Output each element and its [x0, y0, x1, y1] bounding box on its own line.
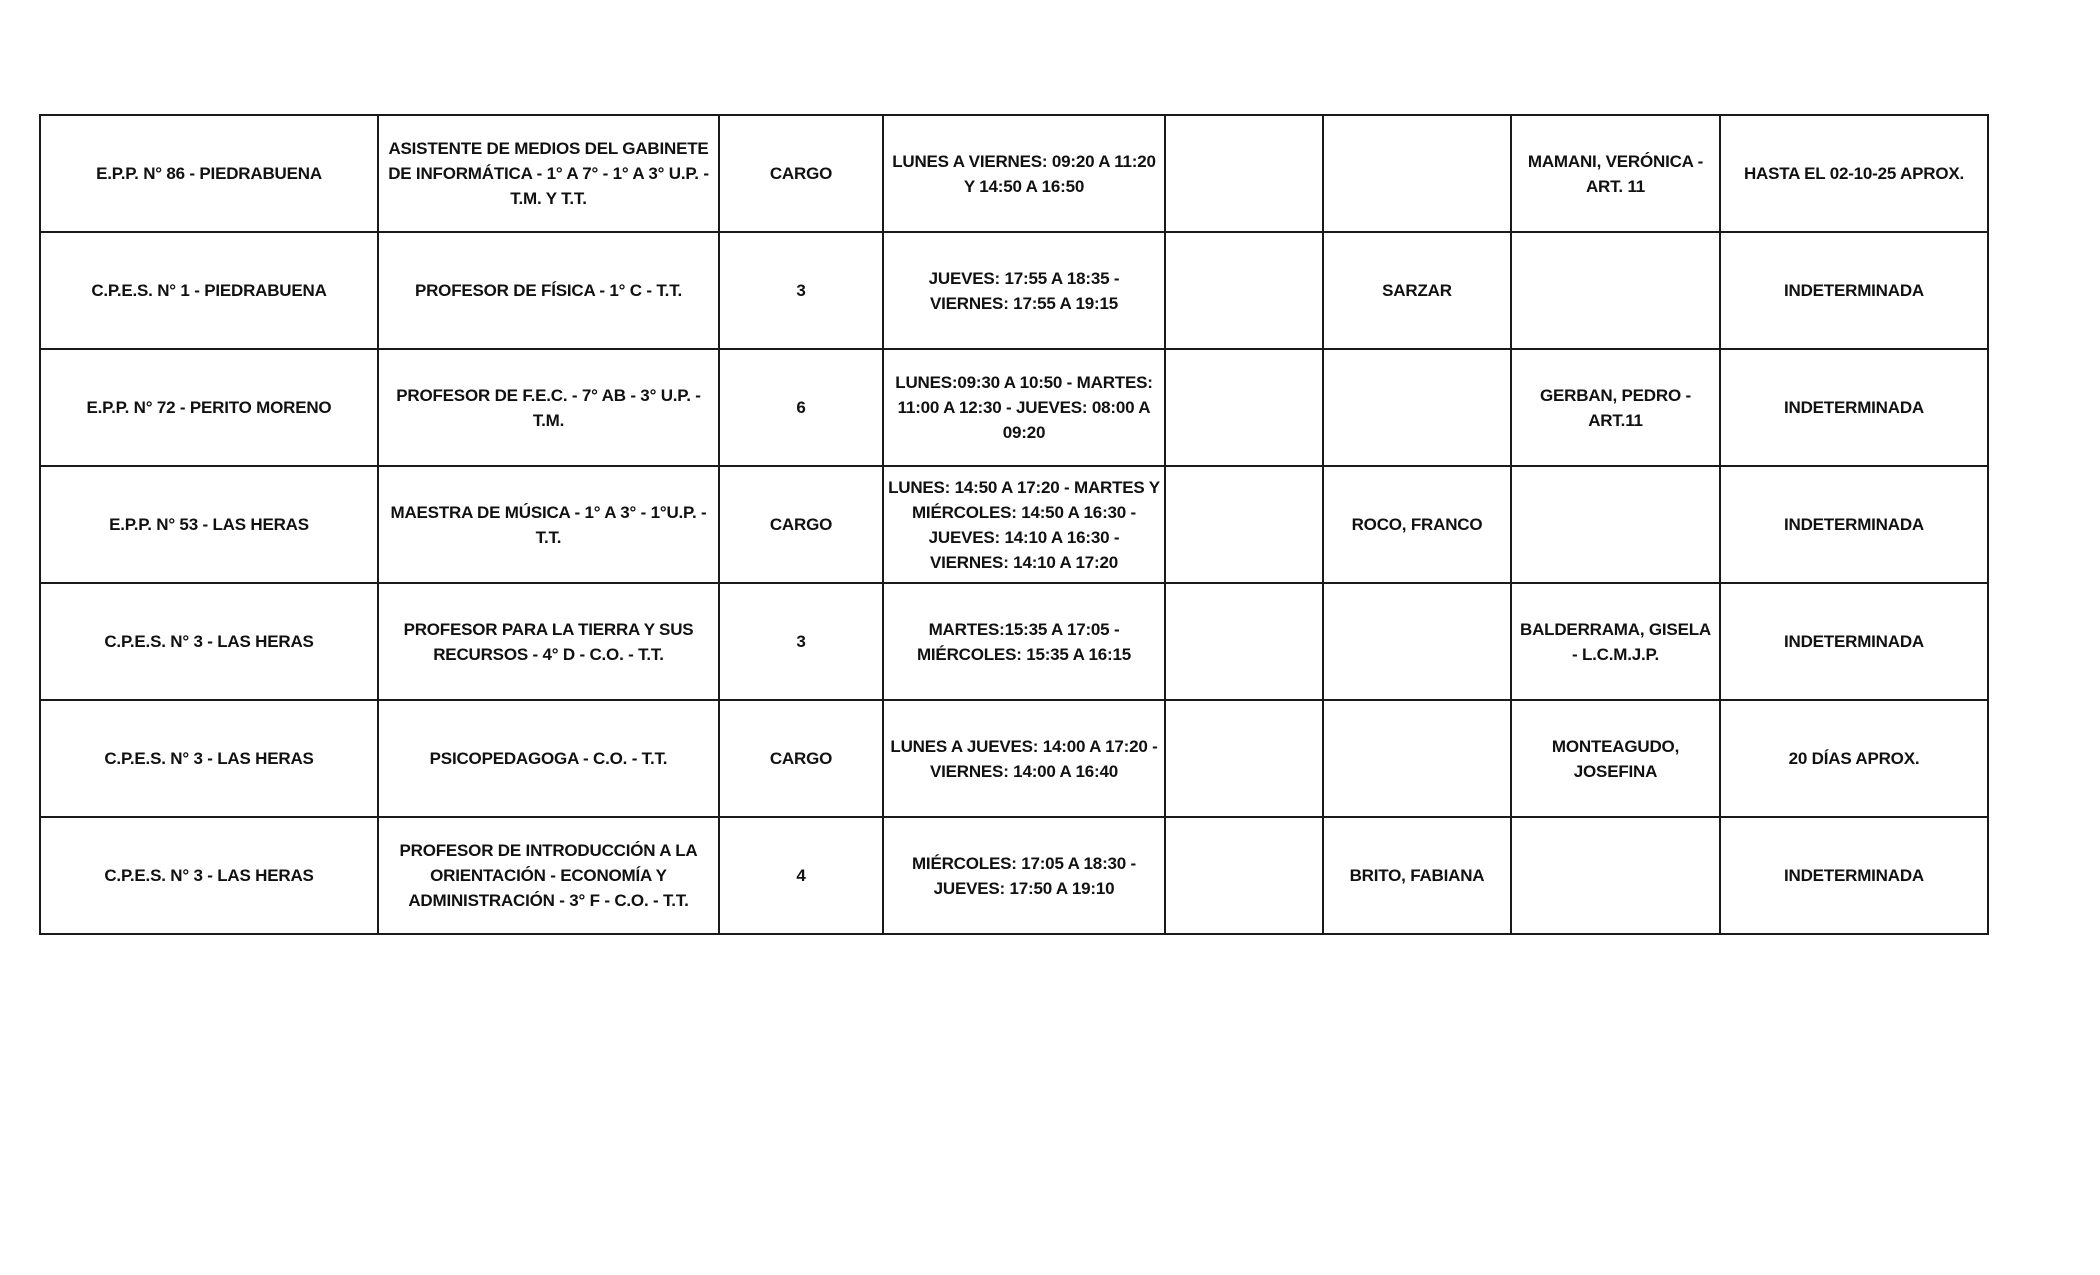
table-row	[40, 349, 1988, 466]
replaced-teacher-cell	[1511, 466, 1720, 583]
schedule-cell: LUNES A JUEVES: 14:00 A 17:20 - VIERNES: 14:00 A 16:40	[883, 700, 1165, 817]
vacancy-table	[39, 114, 1989, 935]
empty-cell	[1165, 232, 1323, 349]
school-cell: E.P.P. N° 72 - PERITO MORENO	[40, 349, 378, 466]
schedule-cell: MIÉRCOLES: 17:05 A 18:30 - JUEVES: 17:50 A 19:10	[883, 817, 1165, 934]
school-cell: C.P.E.S. N° 3 - LAS HERAS	[40, 583, 378, 700]
table-row	[40, 817, 1988, 934]
table-row	[40, 466, 1988, 583]
replaced-teacher-cell	[1511, 232, 1720, 349]
duration-cell: INDETERMINADA	[1720, 817, 1988, 934]
schedule-cell: LUNES: 14:50 A 17:20 - MARTES Y MIÉRCOLES: 14:50 A 16:30 - JUEVES: 14:10 A 16:30 - VIERNES: 14:10 A 17:20	[883, 466, 1165, 583]
table-row	[40, 115, 1988, 232]
school-cell: C.P.E.S. N° 1 - PIEDRABUENA	[40, 232, 378, 349]
empty-cell	[1165, 817, 1323, 934]
schedule-cell: JUEVES: 17:55 A 18:35 - VIERNES: 17:55 A 19:15	[883, 232, 1165, 349]
table-row	[40, 700, 1988, 817]
school-cell: E.P.P. N° 53 - LAS HERAS	[40, 466, 378, 583]
duration-cell: 20 DÍAS APROX.	[1720, 700, 1988, 817]
name-cell	[1323, 349, 1511, 466]
empty-cell	[1165, 115, 1323, 232]
duration-cell: HASTA EL 02-10-25 APROX.	[1720, 115, 1988, 232]
name-cell: ROCO, FRANCO	[1323, 466, 1511, 583]
replaced-teacher-cell: MAMANI, VERÓNICA - ART. 11	[1511, 115, 1720, 232]
empty-cell	[1165, 349, 1323, 466]
position-cell: PROFESOR DE INTRODUCCIÓN A LA ORIENTACIÓN - ECONOMÍA Y ADMINISTRACIÓN - 3° F - C.O. - T.T.	[378, 817, 719, 934]
name-cell: SARZAR	[1323, 232, 1511, 349]
position-cell: ASISTENTE DE MEDIOS DEL GABINETE DE INFORMÁTICA - 1° A 7° - 1° A 3° U.P. - T.M. Y T.T.	[378, 115, 719, 232]
table-row	[40, 583, 1988, 700]
empty-cell	[1165, 583, 1323, 700]
name-cell	[1323, 583, 1511, 700]
hours-cell: 6	[719, 349, 883, 466]
replaced-teacher-cell: GERBAN, PEDRO - ART.11	[1511, 349, 1720, 466]
duration-cell: INDETERMINADA	[1720, 583, 1988, 700]
replaced-teacher-cell: MONTEAGUDO, JOSEFINA	[1511, 700, 1720, 817]
position-cell: MAESTRA DE MÚSICA - 1° A 3° - 1°U.P. - T.T.	[378, 466, 719, 583]
schedule-cell: MARTES:15:35 A 17:05 - MIÉRCOLES: 15:35 A 16:15	[883, 583, 1165, 700]
name-cell	[1323, 700, 1511, 817]
empty-cell	[1165, 466, 1323, 583]
hours-cell: CARGO	[719, 700, 883, 817]
name-cell	[1323, 115, 1511, 232]
hours-cell: 3	[719, 583, 883, 700]
table-row	[40, 232, 1988, 349]
hours-cell: CARGO	[719, 115, 883, 232]
school-cell: C.P.E.S. N° 3 - LAS HERAS	[40, 817, 378, 934]
school-cell: C.P.E.S. N° 3 - LAS HERAS	[40, 700, 378, 817]
schedule-cell: LUNES:09:30 A 10:50 - MARTES: 11:00 A 12:30 - JUEVES: 08:00 A 09:20	[883, 349, 1165, 466]
position-cell: PSICOPEDAGOGA - C.O. - T.T.	[378, 700, 719, 817]
duration-cell: INDETERMINADA	[1720, 466, 1988, 583]
replaced-teacher-cell: BALDERRAMA, GISELA - L.C.M.J.P.	[1511, 583, 1720, 700]
hours-cell: 4	[719, 817, 883, 934]
position-cell: PROFESOR DE F.E.C. - 7° AB - 3° U.P. - T.M.	[378, 349, 719, 466]
name-cell: BRITO, FABIANA	[1323, 817, 1511, 934]
schedule-cell: LUNES A VIERNES: 09:20 A 11:20 Y 14:50 A 16:50	[883, 115, 1165, 232]
duration-cell: INDETERMINADA	[1720, 349, 1988, 466]
position-cell: PROFESOR DE FÍSICA - 1° C - T.T.	[378, 232, 719, 349]
hours-cell: CARGO	[719, 466, 883, 583]
duration-cell: INDETERMINADA	[1720, 232, 1988, 349]
replaced-teacher-cell	[1511, 817, 1720, 934]
school-cell: E.P.P. N° 86 - PIEDRABUENA	[40, 115, 378, 232]
hours-cell: 3	[719, 232, 883, 349]
position-cell: PROFESOR PARA LA TIERRA Y SUS RECURSOS - 4° D - C.O. - T.T.	[378, 583, 719, 700]
empty-cell	[1165, 700, 1323, 817]
